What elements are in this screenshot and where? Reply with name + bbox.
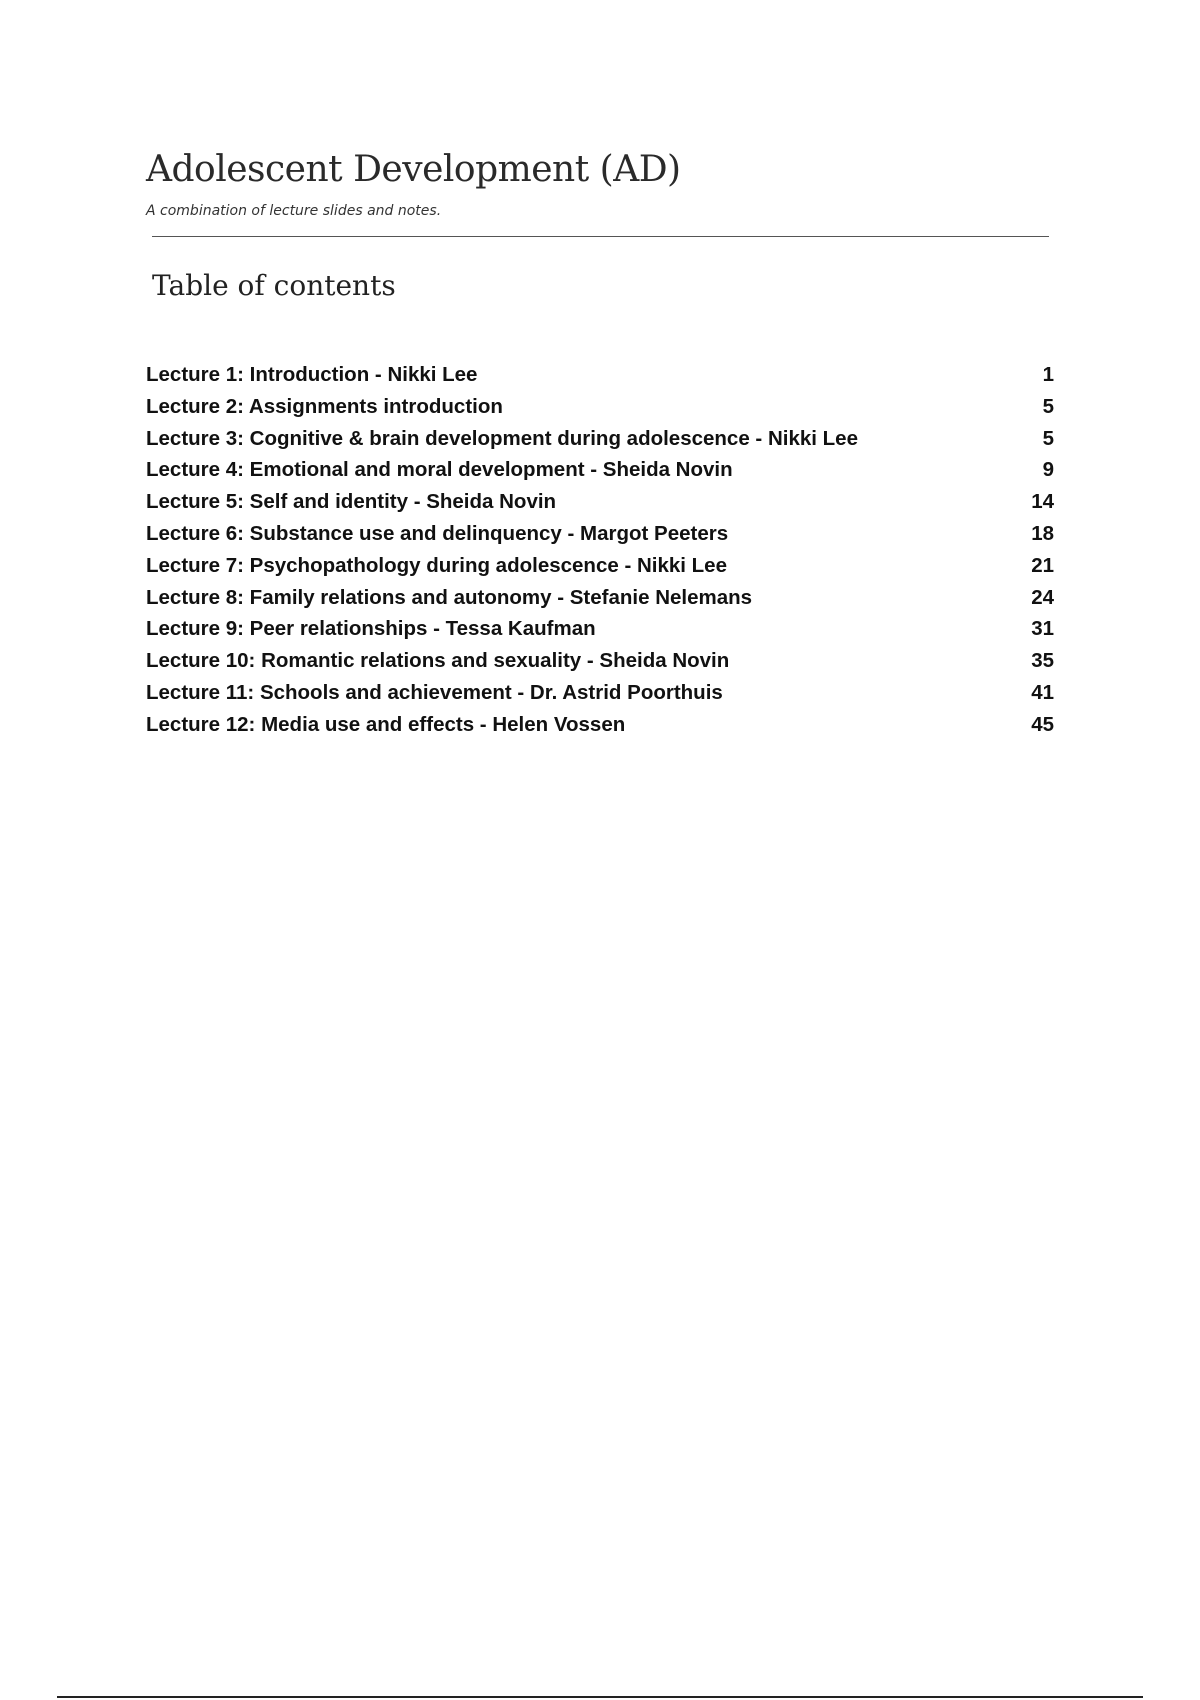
table-of-contents (146, 359, 1054, 741)
toc-entry-label: Lecture 12: Media use and effects - Helen Vossen (146, 712, 626, 736)
toc-entry-label: Lecture 1: Introduction - Nikki Lee (146, 363, 478, 386)
toc-entry-page: 21 (1031, 553, 1054, 577)
toc-entry-page: 45 (1031, 712, 1054, 736)
toc-entry-label: Lecture 3: Cognitive & brain development during adolescence - Nikki Lee (146, 426, 858, 450)
toc-entry-label: Lecture 10: Romantic relations and sexuality - Sheida Novin (146, 649, 730, 673)
toc-entry-page: 24 (1031, 585, 1054, 609)
toc-entry-lecture-3[interactable] (146, 423, 1054, 455)
toc-heading: Table of contents (152, 269, 396, 302)
header-divider (152, 236, 1049, 237)
toc-entry-lecture-7[interactable] (146, 550, 1054, 582)
toc-entry-page: 5 (1042, 394, 1054, 418)
document-title: Adolescent Development (AD) (146, 149, 681, 190)
toc-entry-label: Lecture 6: Substance use and delinquency - Margot Peeters (146, 521, 729, 545)
toc-entry-label: Lecture 8: Family relations and autonomy - Stefanie Nelemans (146, 585, 753, 609)
toc-entry-lecture-6[interactable] (146, 518, 1054, 550)
toc-entry-page: 9 (1042, 458, 1054, 482)
document-subtitle: A combination of lecture slides and notes. (146, 203, 442, 219)
toc-entry-page: 31 (1031, 617, 1054, 641)
toc-entry-lecture-12[interactable] (146, 709, 1054, 741)
toc-entry-lecture-5[interactable] (146, 486, 1054, 518)
toc-entry-label: Lecture 9: Peer relationships - Tessa Kaufman (146, 617, 596, 641)
toc-entry-lecture-4[interactable] (146, 454, 1054, 486)
toc-entry-page: 1 (1042, 363, 1054, 386)
toc-entry-label: Lecture 4: Emotional and moral development - Sheida Novin (146, 458, 733, 482)
toc-entry-lecture-1[interactable] (146, 359, 1054, 391)
toc-entry-page: 35 (1031, 649, 1054, 673)
toc-entry-lecture-2[interactable] (146, 391, 1054, 423)
toc-entry-page: 14 (1031, 490, 1054, 514)
toc-entry-page: 18 (1031, 521, 1054, 545)
toc-entry-page: 5 (1042, 426, 1054, 450)
toc-entry-label: Lecture 11: Schools and achievement - Dr. Astrid Poorthuis (146, 680, 723, 704)
toc-entry-lecture-9[interactable] (146, 613, 1054, 645)
toc-entry-page: 41 (1031, 680, 1054, 704)
toc-entry-label: Lecture 5: Self and identity - Sheida Novin (146, 490, 557, 514)
toc-entry-lecture-10[interactable] (146, 645, 1054, 677)
toc-entry-label: Lecture 7: Psychopathology during adolescence - Nikki Lee (146, 553, 727, 577)
toc-entry-lecture-11[interactable] (146, 677, 1054, 709)
toc-entry-label: Lecture 2: Assignments introduction (146, 394, 503, 418)
footer-divider (57, 1696, 1143, 1698)
toc-entry-lecture-8[interactable] (146, 582, 1054, 614)
